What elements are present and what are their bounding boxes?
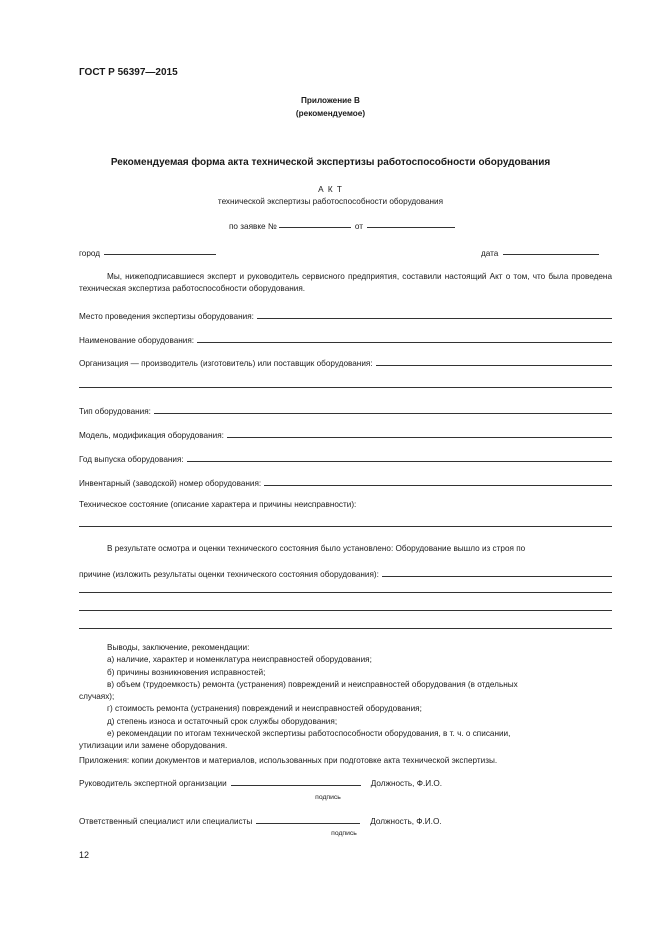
- type-field: [79, 404, 612, 416]
- city-line: [79, 249, 218, 258]
- reason-line-2[interactable]: [79, 610, 612, 611]
- conclusion-item: д) степень износа и остаточный срок службы оборудования;: [107, 716, 338, 726]
- conclusions-list: [79, 642, 612, 753]
- act-title: А К Т: [318, 185, 343, 194]
- conclusion-item-continuation: случаях);: [79, 692, 115, 702]
- reason-input[interactable]: [382, 576, 612, 577]
- conclusion-item: в) объем (трудоемкость) ремонта (устранения) повреждений и неисправностей оборудования (в отдельных: [107, 679, 518, 689]
- manufacturer-continuation-line[interactable]: [79, 387, 612, 388]
- place-label: Место проведения экспертизы оборудования:: [79, 312, 254, 321]
- type-input[interactable]: [154, 413, 612, 414]
- reason-line-3[interactable]: [79, 628, 612, 629]
- name-field: [79, 333, 612, 345]
- condition-label: Техническое состояние (описание характера и причины неисправности):: [79, 500, 357, 509]
- head-label: Руководитель экспертной организации: [79, 779, 227, 788]
- specialist-signature-caption: подпись: [331, 830, 357, 837]
- manufacturer-input[interactable]: [376, 365, 612, 366]
- manufacturer-field: [79, 356, 612, 368]
- request-label: по заявке №: [229, 222, 277, 231]
- request-date-input[interactable]: [367, 227, 455, 228]
- year-label: Год выпуска оборудования:: [79, 455, 184, 464]
- model-field: [79, 428, 612, 440]
- model-input[interactable]: [227, 437, 612, 438]
- date-input[interactable]: [503, 254, 599, 255]
- reason-line-1[interactable]: [79, 592, 612, 593]
- request-line: [229, 222, 457, 231]
- serial-label: Инвентарный (заводской) номер оборудования:: [79, 479, 262, 488]
- head-signature-input[interactable]: [231, 785, 361, 786]
- attachments-text: Приложения: копии документов и материалов, использованных при подготовке акта технической экспертизы.: [79, 756, 498, 765]
- specialist-label: Ответственный специалист или специалисты: [79, 817, 253, 826]
- conclusion-item: б) причины возникновения исправностей;: [107, 667, 266, 677]
- act-subtitle: технической экспертизы работоспособности оборудования: [217, 197, 444, 206]
- from-label: от: [354, 222, 364, 231]
- appendix-status: (рекомендуемое): [295, 109, 366, 118]
- specialist-signature-input[interactable]: [256, 823, 360, 824]
- date-line: [481, 249, 601, 258]
- specialist-position: Должность, Ф.И.О.: [370, 817, 442, 826]
- conclusion-item: е) рекомендации по итогам технической экспертизы работоспособности оборудования, в т. ч. о списании,: [107, 729, 511, 739]
- page-number: 12: [79, 850, 90, 860]
- conclusion-item: а) наличие, характер и номенклатура неисправностей оборудования;: [107, 655, 372, 665]
- place-input[interactable]: [257, 318, 612, 319]
- head-position: Должность, Ф.И.О.: [370, 779, 443, 788]
- specialist-signature-row: [79, 817, 442, 826]
- place-field: [79, 309, 612, 321]
- head-signature-row: [79, 779, 442, 788]
- year-field: [79, 452, 612, 464]
- city-input[interactable]: [104, 254, 216, 255]
- serial-input[interactable]: [264, 485, 612, 486]
- reason-label: причине (изложить результаты оценки технического состояния оборудования):: [79, 570, 379, 579]
- year-input[interactable]: [187, 461, 612, 462]
- name-input[interactable]: [197, 342, 612, 343]
- type-label: Тип оборудования:: [79, 407, 151, 416]
- condition-input-line[interactable]: [79, 526, 612, 527]
- request-number-input[interactable]: [279, 227, 351, 228]
- model-label: Модель, модификация оборудования:: [79, 431, 224, 440]
- date-label: дата: [481, 249, 499, 258]
- reason-field: [79, 567, 612, 579]
- standard-header: ГОСТ Р 56397—2015: [79, 67, 178, 78]
- manufacturer-label: Организация — производитель (изготовитель) или поставщик оборудования:: [79, 359, 373, 368]
- conclusions-heading: Выводы, заключение, рекомендации:: [107, 643, 250, 652]
- conclusion-item: г) стоимость ремонта (устранения) повреждений и неисправностей оборудования;: [107, 704, 422, 714]
- inspection-paragraph: В результате осмотра и оценки технического состояния было установлено: Оборудование вышло из строя по: [107, 544, 526, 553]
- serial-field: [79, 476, 612, 488]
- form-title: Рекомендуемая форма акта технической экспертизы работоспособности оборудования: [110, 157, 551, 168]
- appendix-title: Приложение В: [301, 96, 360, 105]
- conclusion-item-continuation: утилизации или замене оборудования.: [79, 741, 228, 751]
- head-signature-caption: подпись: [315, 794, 341, 801]
- city-label: город: [79, 249, 101, 258]
- name-label: Наименование оборудования:: [79, 336, 195, 345]
- intro-paragraph: Мы, нижеподписавшиеся эксперт и руководитель сервисного предприятия, составили настоящий Акт о том, что была проведена техническая экспертиза работоспособности оборудования.: [79, 272, 612, 294]
